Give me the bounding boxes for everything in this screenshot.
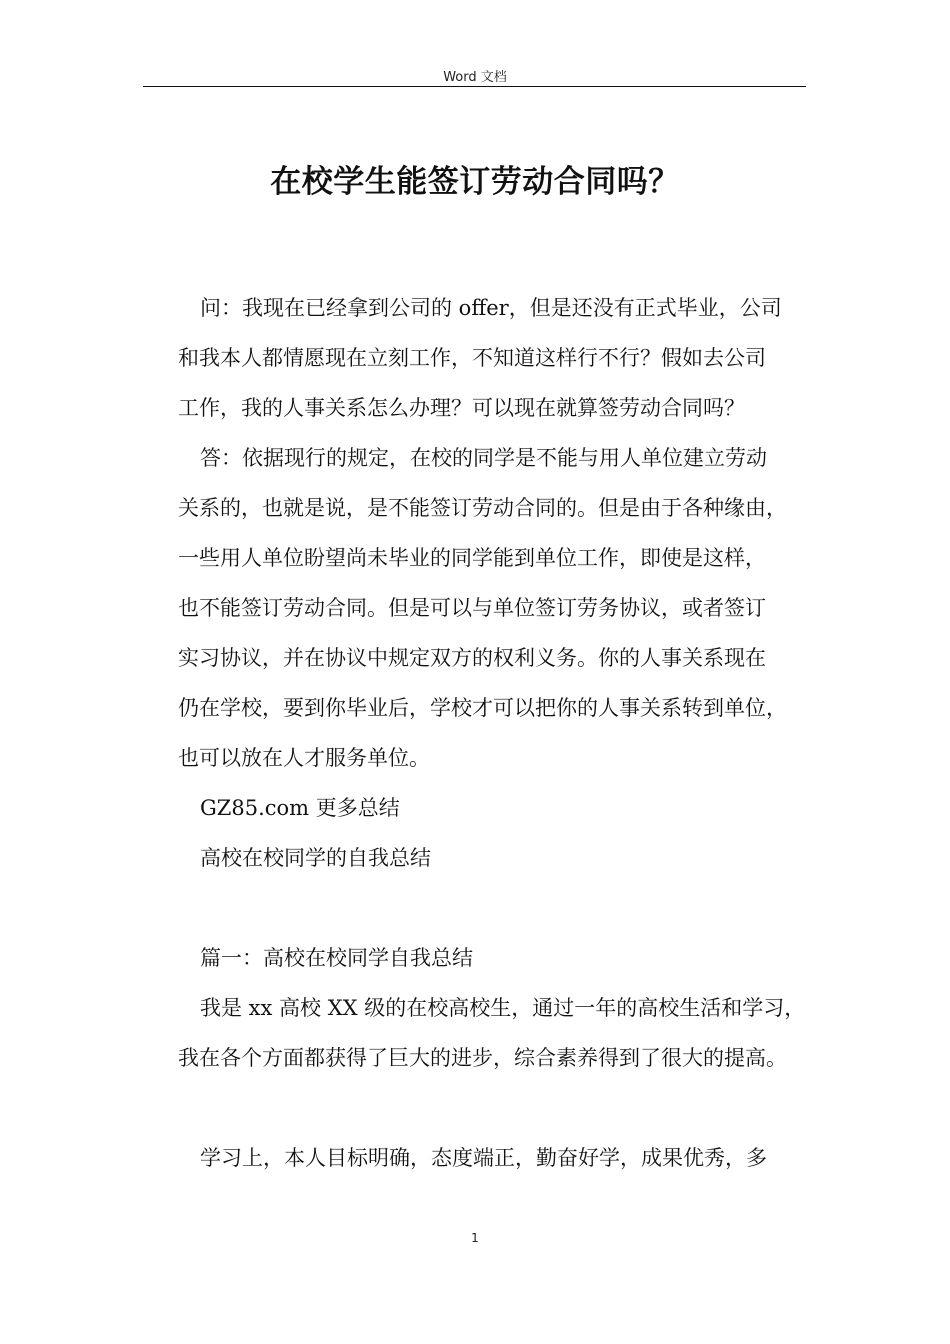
page-number: 1 — [471, 1231, 479, 1245]
body-line: 一些用人单位盼望尚未毕业的同学能到单位工作，即使是这样， — [178, 546, 766, 570]
body-line: 我在各个方面都获得了巨大的进步，综合素养得到了很大的提高。 — [178, 1046, 787, 1070]
document-body — [178, 288, 808, 1188]
blank-line — [178, 888, 808, 938]
body-line: 高校在校同学的自我总结 — [200, 846, 431, 870]
page-header-label: Word 文档 — [443, 70, 507, 85]
body-line: 实习协议，并在协议中规定双方的权利义务。你的人事关系现在 — [178, 646, 766, 670]
body-line: 和我本人都情愿现在立刻工作，不知道这样行不行？假如去公司 — [178, 346, 766, 370]
header-divider — [143, 86, 806, 87]
body-line: GZ85.com 更多总结 — [200, 796, 400, 820]
body-line: 也可以放在人才服务单位。 — [178, 746, 430, 770]
body-line: 关系的，也就是说，是不能签订劳动合同的。但是由于各种缘由， — [178, 496, 787, 520]
body-line: 答：依据现行的规定，在校的同学是不能与用人单位建立劳动 — [200, 446, 767, 470]
body-line: 我是 xx 高校 XX 级的在校高校生，通过一年的高校生活和学习， — [200, 996, 806, 1020]
body-line: 工作，我的人事关系怎么办理？可以现在就算签劳动合同吗？ — [178, 396, 745, 420]
document-title: 在校学生能签订劳动合同吗？ — [270, 164, 680, 200]
blank-line — [178, 1088, 808, 1138]
body-line: 篇一：高校在校同学自我总结 — [200, 946, 473, 970]
body-line: 仍在学校，要到你毕业后，学校才可以把你的人事关系转到单位， — [178, 696, 787, 720]
body-line: 问：我现在已经拿到公司的 offer，但是还没有正式毕业，公司 — [200, 296, 782, 320]
body-line: 学习上，本人目标明确，态度端正，勤奋好学，成果优秀，多 — [200, 1146, 767, 1170]
body-line: 也不能签订劳动合同。但是可以与单位签订劳务协议，或者签订 — [178, 596, 766, 620]
